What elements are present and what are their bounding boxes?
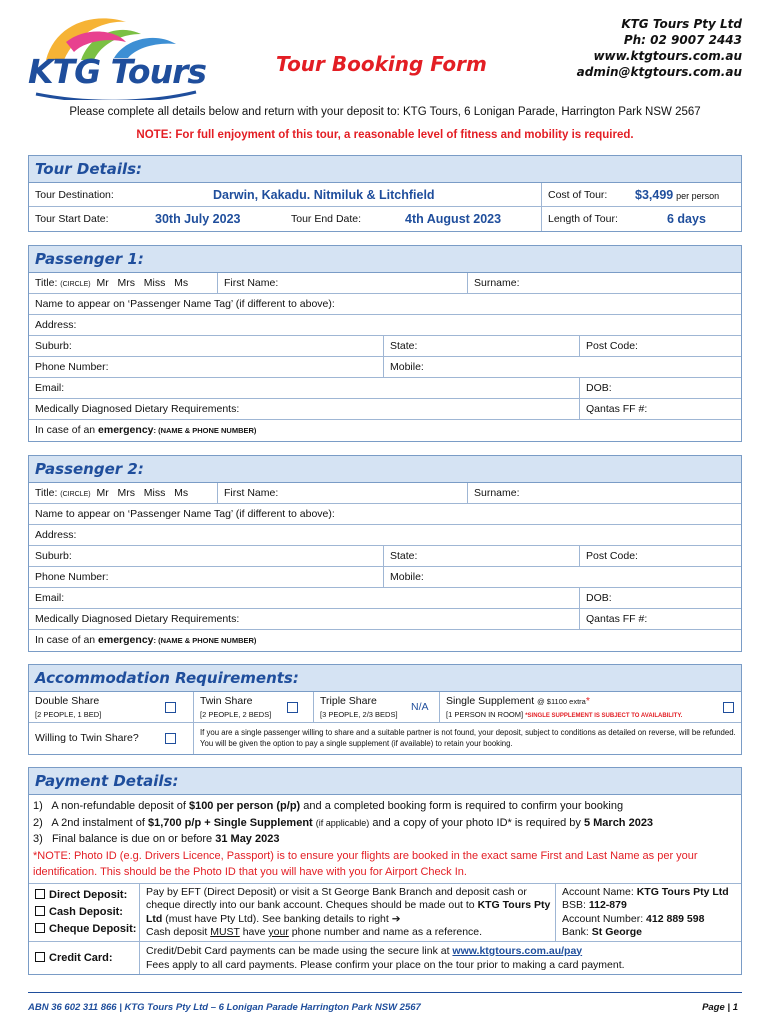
phone-row	[29, 357, 741, 378]
single-supplement-checkbox[interactable]	[723, 702, 734, 713]
email-field[interactable]: Email:	[35, 382, 65, 394]
accommodation-title: Accommodation Requirements:	[35, 669, 299, 687]
tour-row-1	[29, 183, 741, 207]
section-heading	[29, 456, 741, 483]
pay-link[interactable]: www.ktgtours.com.au/pay	[452, 944, 583, 957]
direct-deposit-checkbox[interactable]	[35, 889, 45, 899]
title-field[interactable]	[29, 273, 188, 293]
single-supplement-option[interactable]	[439, 692, 682, 722]
eft-must: MUST	[210, 926, 240, 938]
qantas-field[interactable]: Qantas FF #:	[579, 609, 647, 629]
title-name-row	[29, 483, 741, 504]
form-title: Tour Booking Form	[276, 52, 487, 76]
dietary-field[interactable]: Medically Diagnosed Dietary Requirements:	[35, 403, 240, 415]
deposit-row	[29, 884, 741, 942]
room-type-row	[29, 692, 741, 723]
cash-deposit-checkbox[interactable]	[35, 906, 45, 916]
postcode-field[interactable]: Post Code:	[579, 546, 638, 566]
emergency-row	[29, 420, 741, 441]
email-row	[29, 378, 741, 399]
willing-checkbox-cell	[159, 723, 176, 754]
cash-deposit-option[interactable]	[35, 904, 136, 921]
end-date-label: Tour End Date:	[291, 213, 362, 225]
item-3-a: Final balance is due on or before	[51, 833, 213, 845]
circle-hint: (CIRCLE)	[60, 281, 91, 288]
dob-field[interactable]: DOB:	[579, 588, 612, 608]
accommodation-section	[28, 664, 742, 755]
logo-text: KTG Tours	[28, 52, 206, 91]
name-tag-row	[29, 294, 741, 315]
single-supplement-sub: [1 PERSON IN ROOM]	[446, 710, 524, 719]
double-share-label: Double Share	[35, 695, 100, 707]
footer	[28, 992, 742, 1013]
account-name-line	[562, 886, 743, 900]
single-checkbox-cell	[717, 692, 734, 722]
willing-row	[29, 723, 741, 754]
bank-details	[555, 884, 743, 941]
start-date-value[interactable]: 30th July 2023	[155, 212, 241, 226]
item-2-num: 2)	[33, 816, 43, 829]
payment-instructions	[29, 795, 741, 884]
company-phone: Ph: 02 9007 2443	[623, 33, 742, 47]
address-field[interactable]: Address:	[35, 319, 77, 331]
address-row	[29, 525, 741, 546]
dob-field[interactable]: DOB:	[579, 378, 612, 398]
bank-value: St George	[591, 926, 642, 938]
suburb-row	[29, 546, 741, 567]
emergency-field[interactable]	[29, 420, 256, 441]
phone-field[interactable]: Phone Number:	[35, 571, 109, 583]
mobile-field[interactable]: Mobile:	[383, 567, 424, 587]
credit-card-row	[29, 942, 741, 974]
eft-text-1: Pay by EFT (Direct Deposit) or visit a St George Bank Branch and deposit cash or cheque directly into our bank account. Cheques should be made out to	[146, 885, 527, 911]
payment-item-3	[33, 831, 735, 848]
phone-field[interactable]: Phone Number:	[35, 361, 109, 373]
first-name-field[interactable]: First Name:	[217, 273, 278, 293]
cost-value[interactable]: $3,499	[635, 188, 674, 202]
willing-twin-note: If you are a single passenger willing to share and a suitable partner is not found, your deposit, subject to conditions as detailed on reverse, will be refunded. You will be given the option to pay a single supplement (if available) to retain your booking.	[193, 723, 743, 754]
title-mr[interactable]: Mr	[96, 487, 109, 499]
item-2-a: A 2nd instalment of	[51, 816, 145, 829]
passenger-1-title: Passenger 1:	[35, 250, 144, 268]
double-checkbox-cell	[159, 692, 176, 722]
section-heading	[29, 156, 741, 183]
eft-instructions	[139, 884, 555, 941]
account-number-line	[562, 913, 743, 927]
dietary-field[interactable]: Medically Diagnosed Dietary Requirements:	[35, 613, 240, 625]
state-field[interactable]: State:	[383, 336, 417, 356]
payment-title: Payment Details:	[35, 772, 179, 790]
title-name-row	[29, 273, 741, 294]
footer-text: ABN 36 602 311 866 | KTG Tours Pty Ltd – 6 Lonigan Parade Harrington Park NSW 2567	[28, 1002, 421, 1013]
title-mr[interactable]: Mr	[96, 277, 109, 289]
email-field[interactable]: Email:	[35, 592, 65, 604]
company-name: KTG Tours Pty Ltd	[621, 17, 742, 31]
item-3-b: 31 May 2023	[215, 833, 280, 845]
section-heading	[29, 246, 741, 273]
surname-field[interactable]: Surname:	[467, 273, 520, 293]
title-ms[interactable]: Ms	[174, 487, 189, 499]
tour-row-2	[29, 207, 741, 231]
name-tag-row	[29, 504, 741, 525]
triple-share-sub: [3 PEOPLE, 2/3 BEDS]	[320, 710, 398, 719]
company-contact	[577, 16, 742, 80]
end-date-value[interactable]: 4th August 2023	[405, 212, 502, 226]
emergency-prefix: In case of an	[35, 424, 96, 436]
address-field[interactable]: Address:	[35, 529, 77, 541]
willing-twin-checkbox[interactable]	[165, 733, 176, 744]
eft-text-3a: Cash deposit	[146, 926, 208, 938]
photo-id-note: *NOTE: Photo ID (e.g. Drivers Licence, Passport) is to ensure your flights are booked in the exact same First and Last Name as per your identification. This should be the Photo ID that you will have with you for Airport Check In.	[33, 849, 698, 878]
circle-hint: (CIRCLE)	[60, 491, 91, 498]
credit-card-option[interactable]	[29, 942, 113, 974]
item-1-b: $100 per person (p/p)	[188, 800, 301, 812]
title-label: Title:	[35, 277, 58, 289]
mobile-field[interactable]: Mobile:	[383, 357, 424, 377]
account-number-label: Account Number:	[562, 912, 644, 925]
suburb-field[interactable]: Suburb:	[35, 340, 72, 352]
eft-text-2: (must have Pty Ltd). See banking details to right ➔	[165, 912, 401, 925]
length-value[interactable]: 6 days	[667, 212, 706, 226]
eft-your: your	[268, 926, 289, 938]
direct-deposit-option[interactable]	[35, 887, 136, 904]
postcode-field[interactable]: Post Code:	[579, 336, 638, 356]
emergency-bold: emergency	[98, 424, 154, 436]
direct-deposit-label: Direct Deposit:	[49, 888, 128, 901]
section-heading	[29, 768, 741, 795]
twin-share-checkbox[interactable]	[287, 702, 298, 713]
triple-share-value[interactable]: N/A	[411, 701, 429, 713]
double-share-checkbox[interactable]	[165, 702, 176, 713]
payment-item-1	[33, 798, 735, 815]
title-ms[interactable]: Ms	[174, 277, 189, 289]
passenger-2-section	[28, 455, 742, 652]
passenger-1-section	[28, 245, 742, 442]
twin-share-label: Twin Share	[200, 695, 253, 707]
credit-card-instructions	[139, 942, 625, 974]
payment-item-2	[33, 815, 735, 832]
cheque-deposit-label: Cheque Deposit:	[49, 922, 137, 935]
tour-details-section	[28, 155, 742, 232]
destination-label: Tour Destination:	[35, 189, 114, 201]
qantas-field[interactable]: Qantas FF #:	[579, 399, 647, 419]
deposit-options	[29, 884, 136, 941]
emergency-prefix: In case of an	[35, 634, 96, 646]
twin-share-sub: [2 PEOPLE, 2 BEDS]	[200, 710, 272, 719]
section-heading	[29, 665, 741, 692]
cc-text-2: Fees apply to all card payments. Please confirm your place on the tour prior to making a card payment.	[146, 958, 625, 971]
cash-deposit-label: Cash Deposit:	[49, 905, 123, 918]
destination-value[interactable]: Darwin, Kakadu. Nitmiluk & Litchfield	[213, 188, 435, 202]
credit-card-label: Credit Card:	[49, 951, 113, 964]
title-mrs[interactable]: Mrs	[117, 487, 135, 499]
state-field[interactable]: State:	[383, 546, 417, 566]
first-name-field[interactable]: First Name:	[217, 483, 278, 503]
account-number-value: 412 889 598	[646, 912, 705, 925]
cc-text-1: Credit/Debit Card payments can be made using the secure link at	[146, 944, 450, 957]
item-1-a: A non-refundable deposit of	[51, 800, 186, 812]
company-website[interactable]: www.ktgtours.com.au	[593, 49, 742, 63]
bank-line	[562, 926, 743, 940]
cost-unit: per person	[676, 191, 720, 201]
double-share-option[interactable]	[29, 692, 101, 722]
single-supplement-label: Single Supplement	[446, 695, 535, 707]
twin-share-option[interactable]	[193, 692, 271, 722]
emergency-suffix: : (NAME & PHONE NUMBER)	[153, 426, 257, 435]
fitness-note: NOTE: For full enjoyment of this tour, a reasonable level of fitness and mobility is required.	[136, 129, 634, 141]
page-number: Page | 1	[702, 1002, 738, 1013]
double-share-sub: [2 PEOPLE, 1 BED]	[35, 710, 102, 719]
credit-card-checkbox[interactable]	[35, 952, 45, 962]
item-1-num: 1)	[33, 800, 43, 812]
header	[0, 0, 770, 100]
dietary-row	[29, 609, 741, 630]
bsb-value: 112-879	[588, 899, 627, 911]
eft-text-3c: phone number and name as a reference.	[291, 926, 483, 938]
single-supplement-price: @ $1100 extra	[537, 697, 586, 706]
account-name-label: Account Name:	[562, 885, 634, 898]
cost-label: Cost of Tour:	[541, 183, 607, 206]
item-2-b: $1,700 p/p + Single Supplement	[147, 816, 313, 829]
twin-checkbox-cell	[281, 692, 298, 722]
email-row	[29, 588, 741, 609]
single-supplement-star: *	[585, 695, 590, 707]
account-name-value: KTG Tours Pty Ltd	[636, 885, 729, 898]
cost-cell	[629, 183, 719, 206]
length-label: Length of Tour:	[541, 207, 618, 231]
bank-label: Bank:	[562, 926, 589, 938]
suburb-row	[29, 336, 741, 357]
payment-section	[28, 767, 742, 975]
bsb-line	[562, 899, 743, 913]
triple-share-option[interactable]	[313, 692, 398, 722]
triple-share-label: Triple Share	[320, 695, 377, 707]
bsb-label: BSB:	[562, 899, 586, 911]
item-2-d: and a copy of your photo ID* is required by	[372, 816, 581, 829]
name-tag-field[interactable]: Name to appear on ‘Passenger Name Tag’ (if different to above):	[35, 298, 335, 310]
suburb-field[interactable]: Suburb:	[35, 550, 72, 562]
emergency-row	[29, 630, 741, 651]
single-supplement-note: *SINGLE SUPPLEMENT IS SUBJECT TO AVAILABILITY.	[525, 713, 683, 719]
cheque-deposit-option[interactable]	[35, 921, 136, 938]
title-mrs[interactable]: Mrs	[117, 277, 135, 289]
title-label: Title:	[35, 487, 58, 499]
willing-twin-label: Willing to Twin Share?	[35, 732, 139, 744]
intro-text: Please complete all details below and return with your deposit to: KTG Tours, 6 Lonigan Parade, Harrington Park NSW 2567	[69, 106, 701, 118]
emergency-field[interactable]	[29, 630, 256, 651]
company-email[interactable]: admin@ktgtours.com.au	[576, 65, 742, 79]
start-date-label: Tour Start Date:	[35, 213, 109, 225]
title-field[interactable]	[29, 483, 188, 503]
item-1-c: and a completed booking form is required to confirm your booking	[303, 800, 624, 812]
item-2-e: 5 March 2023	[583, 816, 654, 829]
tour-details-title: Tour Details:	[35, 160, 143, 178]
emergency-bold: emergency	[98, 634, 154, 646]
passenger-2-title: Passenger 2:	[35, 460, 144, 478]
dietary-row	[29, 399, 741, 420]
title-miss[interactable]: Miss	[143, 487, 166, 499]
emergency-suffix: : (NAME & PHONE NUMBER)	[153, 636, 257, 645]
surname-field[interactable]: Surname:	[467, 483, 520, 503]
phone-row	[29, 567, 741, 588]
address-row	[29, 315, 741, 336]
eft-text-3b: have	[242, 926, 266, 938]
credit-card-line-1	[146, 944, 625, 958]
name-tag-field[interactable]: Name to appear on ‘Passenger Name Tag’ (if different to above):	[35, 508, 335, 520]
cheque-deposit-checkbox[interactable]	[35, 923, 45, 933]
eft-bold: KTG Tours Pty Ltd	[146, 899, 551, 925]
item-3-num: 3)	[33, 833, 43, 845]
title-miss[interactable]: Miss	[143, 277, 166, 289]
item-2-c: (if applicable)	[315, 817, 370, 828]
